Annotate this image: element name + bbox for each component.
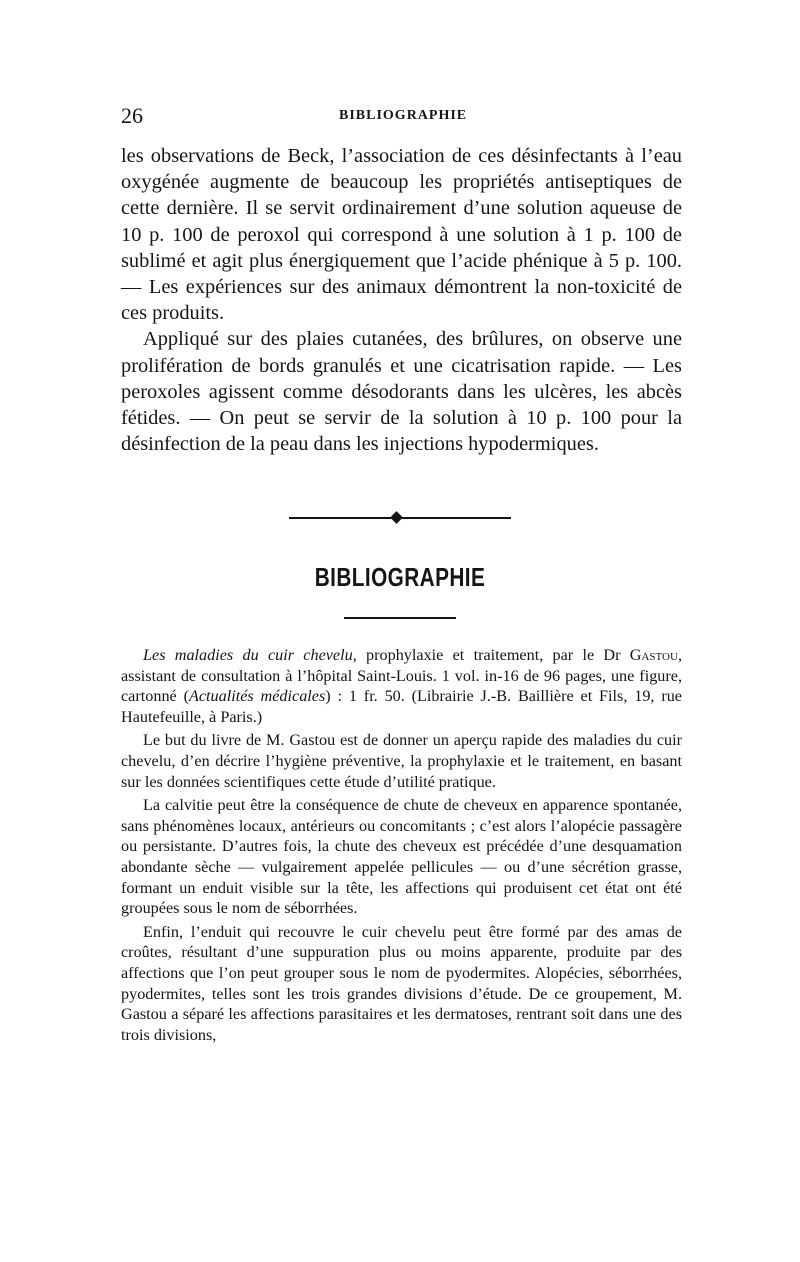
author-name: Gastou (629, 646, 678, 664)
review-paragraph: Le but du livre de M. Gastou est de donner un aperçu rapide des maladies du cuir chevelu, d’en décrire l’hygiène préventive, la prophylaxie et le traitement, en basant sur les données scientifiques cette étude d’utilité pratique. (121, 731, 682, 791)
section-title: BIBLIOGRAPHIE (314, 562, 486, 592)
series-name: Actualités médicales (188, 687, 326, 706)
review-paragraph: Enfin, l’enduit qui recouvre le cuir chevelu peut être formé par des amas de croûtes, résultant d’une suppuration plus ou moins apparente, produite par des affections que l’on peut grouper sous le nom de pyodermites. Alopécies, séborrhées, pyodermites, telles sont les trois grandes divisions d’étude. De ce groupement, M. Gastou a séparé les affections parasitaires et les dermatoses, rentrant soit dans une des trois divisions, (121, 922, 682, 1044)
paragraph-continued: les observations de Beck, l’association de ces désinfectants à l’eau oxygénée augmente de beaucoup les propriétés antiseptiques de cette dernière. Il se servit ordinairement d’une solution aqueuse de 10 p. 100 de peroxol qui correspond à une solution à 1 p. 100 de sublimé et agit plus énergiquement que l’acide phénique à 5 p. 100. — Les expériences sur des animaux démontrent la non-toxicité de ces produits. (121, 145, 682, 325)
book-citation (121, 645, 682, 727)
running-head: BIBLIOGRAPHIE (339, 108, 468, 123)
author-details: , assistant de consultation à l’hôpital Saint-Louis. 1 vol. in-16 de 96 pages, une figure, cartonné ( (121, 646, 682, 706)
separator-ornament (289, 508, 511, 528)
book-title: Les maladies du cuir chevelu (143, 646, 353, 664)
book-review (121, 645, 682, 1045)
page-header (121, 103, 681, 133)
page-number: 26 (121, 103, 143, 128)
paragraph: Appliqué sur des plaies cutanées, des brûlures, on observe une prolifération de bords granulés et une cicatrisation rapide. — Les peroxoles agissent comme désodorants dans les ulcères, les abcès fétides. — On peut se servir de la solution à 10 p. 100 pour la désinfection de la peau dans les injections hypodermiques. (121, 328, 682, 456)
author-prefix: Dr (603, 646, 630, 664)
citation-text: , prophylaxie et traitement, par le (352, 646, 604, 664)
intro-text (121, 143, 682, 457)
review-paragraph: La calvitie peut être la conséquence de chute de cheveux en apparence spontanée, sans phénomènes locaux, antérieurs ou concomitants ; c’est alors l’alopécie passagère ou persistante. D’autres fois, la chute des cheveux est précédée d’une desquamation abondante sèche — vulgairement appelée pellicules — ou d’une sécrétion grasse, formant un enduit visible sur la tête, les affections qui produisent cet état ont été groupées sous le nom de séborrhées. (121, 796, 682, 918)
publisher-info: ) : 1 fr. 50. (Librairie J.-B. Baillière et Fils, 19, rue Hautefeuille, à Paris.) (121, 687, 682, 726)
separator-line-right (401, 517, 511, 519)
separator-line-left (289, 517, 393, 519)
section-title-rule (344, 617, 456, 619)
